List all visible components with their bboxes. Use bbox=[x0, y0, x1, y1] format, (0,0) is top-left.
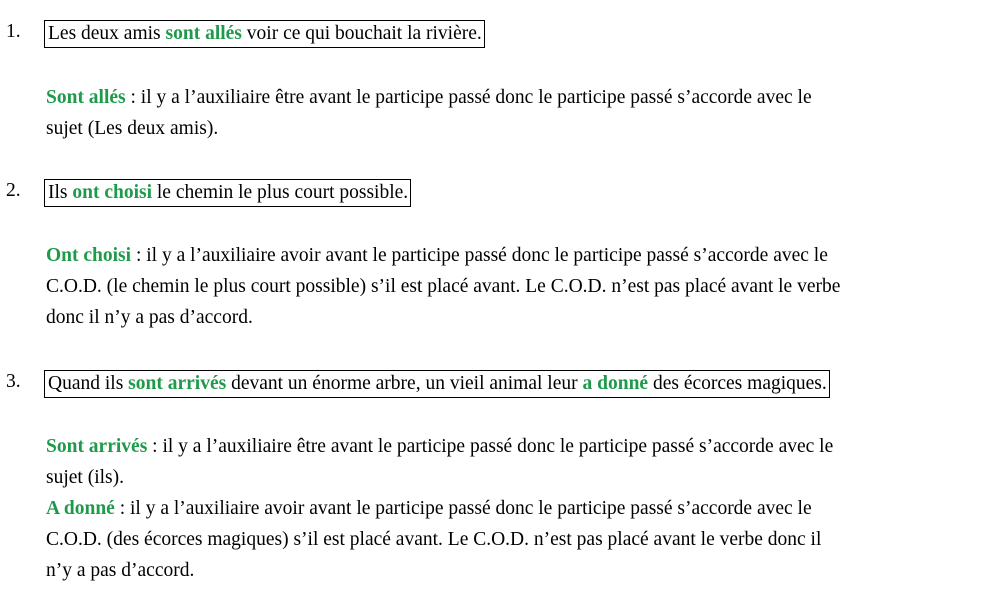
example-sentence bbox=[44, 370, 830, 398]
highlighted-verb: a donné bbox=[582, 373, 649, 394]
explanation-line: C.O.D. (des écorces magiques) s’il est placé avant. Le C.O.D. n’est pas placé avant le verbe donc il bbox=[46, 529, 822, 550]
explanation bbox=[46, 431, 833, 586]
explanation-line bbox=[46, 493, 833, 524]
sentence-text: Ils bbox=[48, 182, 73, 203]
sentence-text: le chemin le plus court possible. bbox=[152, 182, 409, 203]
highlighted-verb: A donné bbox=[46, 498, 115, 519]
explanation-line bbox=[46, 240, 840, 271]
explanation-line: C.O.D. (le chemin le plus court possible) s’il est placé avant. Le C.O.D. n’est pas placé avant le verbe bbox=[46, 276, 841, 297]
sentence-text: voir ce qui bouchait la rivière. bbox=[241, 23, 482, 44]
explanation-line: sujet (ils). bbox=[46, 467, 124, 488]
item-number: 3. bbox=[6, 371, 21, 392]
sentence-text: Les deux amis bbox=[48, 23, 166, 44]
highlighted-verb: Sont allés bbox=[46, 87, 126, 108]
explanation-line: n’y a pas d’accord. bbox=[46, 560, 195, 581]
highlighted-verb: Sont arrivés bbox=[46, 436, 148, 457]
example-sentence bbox=[44, 20, 485, 48]
highlighted-verb: sont arrivés bbox=[128, 373, 227, 394]
explanation-text: : il y a l’auxiliaire être avant le participe passé donc le participe passé s’accorde avec le bbox=[147, 436, 834, 457]
sentence-text: des écorces magiques. bbox=[648, 373, 827, 394]
highlighted-verb: Ont choisi bbox=[46, 245, 132, 266]
highlighted-verb: ont choisi bbox=[72, 182, 153, 203]
explanation-line: donc il n’y a pas d’accord. bbox=[46, 307, 253, 328]
explanation-line bbox=[46, 82, 812, 113]
item-number: 2. bbox=[6, 180, 21, 201]
highlighted-verb: sont allés bbox=[165, 23, 242, 44]
sentence-text: devant un énorme arbre, un vieil animal leur bbox=[226, 373, 583, 394]
explanation bbox=[46, 82, 812, 144]
explanation-line: sujet (Les deux amis). bbox=[46, 118, 219, 139]
explanation-text: : il y a l’auxiliaire avoir avant le participe passé donc le participe passé s’accorde avec le bbox=[114, 498, 812, 519]
sentence-text: Quand ils bbox=[48, 373, 129, 394]
explanation-text: : il y a l’auxiliaire être avant le participe passé donc le participe passé s’accorde avec le bbox=[125, 87, 812, 108]
explanation-line bbox=[46, 431, 833, 462]
item-number: 1. bbox=[6, 21, 21, 42]
example-sentence bbox=[44, 179, 411, 207]
explanation-text: : il y a l’auxiliaire avoir avant le participe passé donc le participe passé s’accorde avec le bbox=[131, 245, 828, 266]
explanation bbox=[46, 240, 840, 333]
